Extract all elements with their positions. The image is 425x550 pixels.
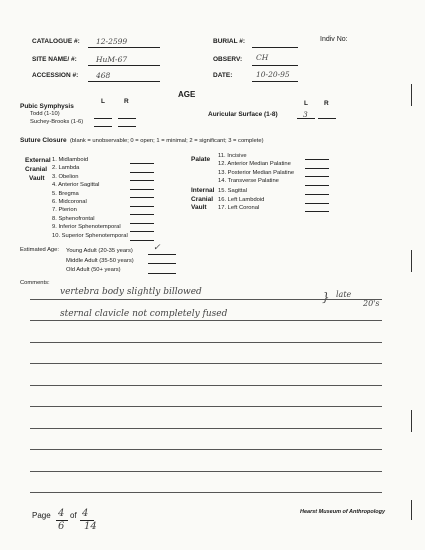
estimated-option: Old Adult (50+ years) <box>66 267 121 273</box>
comment-rule <box>30 471 382 472</box>
pubic-r-label: R <box>124 98 129 105</box>
auricular-r-label: R <box>324 100 329 107</box>
site-value: HuM-67 <box>96 55 128 64</box>
museum-name: Hearst Museum of Anthropology <box>300 509 386 515</box>
ext-item: 9. Inferior Sphenotemporal <box>52 224 121 231</box>
ext-item: 10. Superior Sphenotemporal <box>52 232 128 239</box>
ext-item: 2. Lambda <box>52 165 80 172</box>
palate-item: 12. Anterior Median Palatine <box>218 161 291 168</box>
date-label: DATE: <box>213 72 233 79</box>
comment-rule <box>30 406 382 407</box>
ext-item: 6. Midcoronal <box>52 199 87 206</box>
palate-blank <box>305 185 329 186</box>
int-item: 15. Sagittal <box>218 188 248 194</box>
palate-item: 13. Posterior Median Palatine <box>218 169 295 176</box>
catalogue-line <box>88 47 160 48</box>
comment-rule <box>30 299 382 300</box>
ext-blank <box>130 214 154 215</box>
comment-line-2: sternal clavicle not completely fused <box>60 309 228 319</box>
ext-blank <box>130 223 154 224</box>
int-item: 17. Left Coronal <box>218 205 260 212</box>
suture-legend: (blank = unobservable; 0 = open; 1 = minimal; 2 = significant; 3 = complete) <box>70 138 264 144</box>
palate-blank <box>305 168 329 169</box>
int-blank <box>305 194 329 195</box>
comment-rule <box>30 385 382 386</box>
palate-blank <box>305 159 329 160</box>
todd-r-blank <box>118 118 136 119</box>
ext-item: 3. Obelion <box>52 173 79 180</box>
young-adult-blank <box>148 254 176 255</box>
date-value: 10-20-95 <box>256 70 290 79</box>
auricular-l-label: L <box>304 100 308 107</box>
ext-blank <box>130 189 154 190</box>
comment-rule <box>30 320 382 321</box>
pubic-title: Pubic Symphysis <box>20 103 74 110</box>
suchey-l-blank <box>94 126 112 127</box>
of-label: of <box>70 511 77 520</box>
palate-group: Palate <box>191 156 211 163</box>
int-blank <box>305 211 329 212</box>
observer-line <box>252 65 298 66</box>
burial-label: BURIAL #: <box>213 38 246 45</box>
int-group-1: Internal <box>191 187 215 194</box>
comment-rule <box>30 428 382 429</box>
todd-label: Todd (1-10) <box>30 111 60 117</box>
ext-blank <box>130 206 154 207</box>
palate-item: 14. Transverse Palatine <box>218 178 279 185</box>
estimated-label: Estimated Age: <box>20 247 59 253</box>
observer-value: CH <box>256 53 269 62</box>
young-adult-check: ✓ <box>153 243 161 253</box>
date-line <box>252 81 298 82</box>
ext-item: 8. Sphenofrontal <box>52 215 95 222</box>
site-line <box>88 65 160 66</box>
suchey-r-blank <box>118 126 136 127</box>
ext-blank <box>130 172 154 173</box>
ext-blank <box>130 231 154 232</box>
accession-label: ACCESSION #: <box>32 72 79 79</box>
ext-blank <box>130 180 154 181</box>
page-num: 4 <box>58 508 65 519</box>
catalogue-label: CATALOGUE #: <box>32 38 80 45</box>
ext-group-1: External <box>25 157 51 164</box>
auricular-l-value: 3 <box>303 110 308 119</box>
int-item: 16. Left Lambdoid <box>218 196 265 203</box>
observer-label: OBSERV: <box>213 56 243 63</box>
comment-line-1: vertebra body slightly billowed <box>60 287 202 297</box>
auricular-r-blank <box>318 118 336 119</box>
ext-item: 1. Midlamboid <box>52 157 89 163</box>
catalogue-value: 12-2599 <box>96 37 128 46</box>
edge-mark <box>411 500 412 520</box>
ext-item: 4. Anterior Sagittal <box>52 182 100 189</box>
int-blank <box>305 203 329 204</box>
estimated-option: Young Adult (20-35 years) <box>66 248 133 254</box>
palate-blank <box>305 176 329 177</box>
margin-note-2: 20's <box>363 299 380 308</box>
suchey-label: Suchey-Brooks (1-6) <box>30 119 84 125</box>
margin-brace: } <box>322 290 330 304</box>
page-label: Page <box>32 511 51 520</box>
edge-mark <box>411 84 412 106</box>
sub-total: 14 <box>84 521 97 532</box>
page-total: 4 <box>82 508 89 519</box>
site-label: SITE NAME/ #: <box>32 56 77 63</box>
comment-rule <box>30 449 382 450</box>
suture-label: Suture Closure <box>20 137 67 144</box>
ext-blank <box>130 197 154 198</box>
ext-group-2: Cranial <box>25 166 48 173</box>
burial-line <box>252 47 298 48</box>
comment-rule <box>30 492 382 493</box>
int-group-3: Vault <box>191 204 207 212</box>
int-group-2: Cranial <box>191 195 214 203</box>
auricular-label: Auricular Surface (1-8) <box>208 111 278 118</box>
sub-num: 6 <box>58 521 65 532</box>
edge-mark <box>411 250 412 272</box>
ext-blank <box>130 163 154 164</box>
estimated-option: Middle Adult (35-50 years) <box>66 257 134 264</box>
edge-mark <box>411 410 412 432</box>
ext-blank <box>130 240 154 241</box>
ext-group-3: Vault <box>29 175 45 182</box>
palate-item: 11. Incisive <box>218 153 247 159</box>
ext-item: 5. Bregma <box>52 190 79 197</box>
indiv-label: Indiv No: <box>320 36 348 43</box>
todd-l-blank <box>94 118 112 119</box>
middle-adult-blank <box>148 263 176 264</box>
comments-label: Comments: <box>20 280 50 286</box>
pubic-l-label: L <box>101 98 105 105</box>
margin-note-1: late <box>336 290 352 299</box>
old-adult-blank <box>148 273 176 274</box>
accession-value: 468 <box>96 71 111 80</box>
comment-rule <box>30 342 382 343</box>
accession-line <box>88 81 160 82</box>
comment-rule <box>30 363 382 364</box>
age-title: AGE <box>178 90 196 99</box>
ext-item: 7. Pterion <box>52 207 77 214</box>
